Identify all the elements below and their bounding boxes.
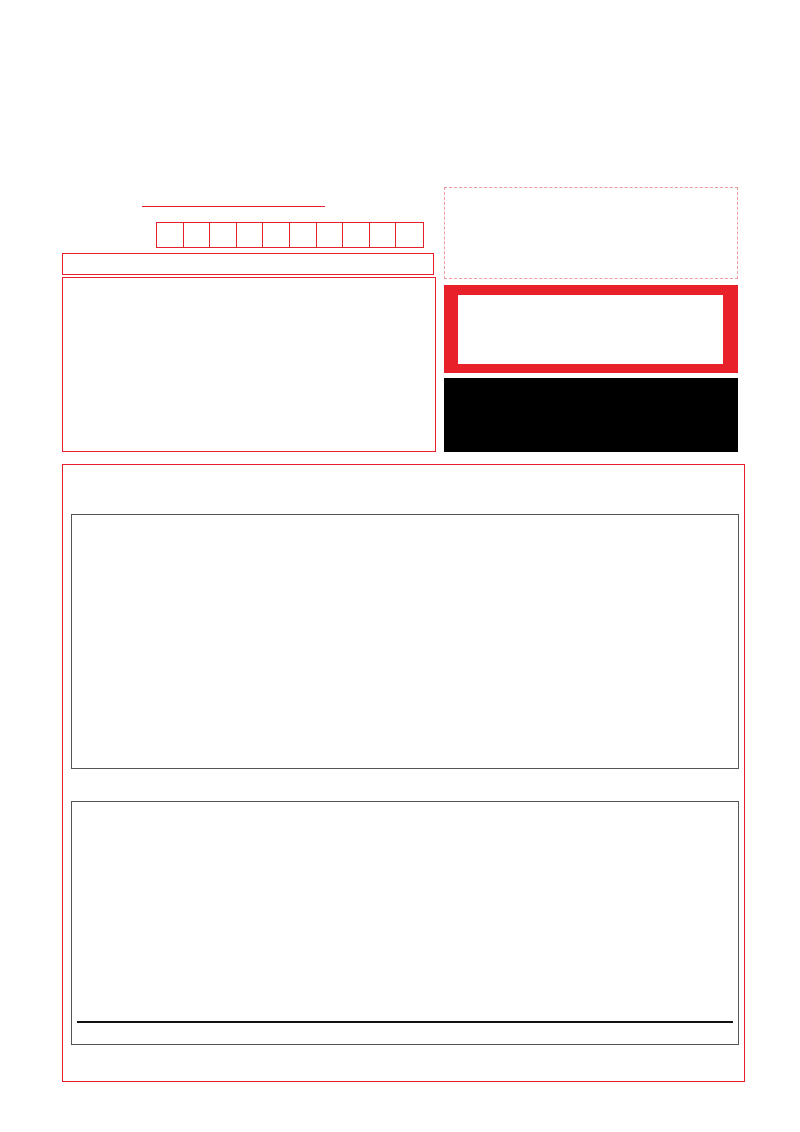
violation-mark-box — [444, 378, 738, 452]
id-digit-cell[interactable] — [157, 223, 184, 247]
id-digit-cell[interactable] — [263, 223, 290, 247]
notice-title — [62, 253, 434, 275]
id-digit-cell[interactable] — [237, 223, 264, 247]
answer-box-29[interactable] — [71, 801, 739, 1045]
notice-body — [62, 277, 436, 452]
id-digit-cell[interactable] — [343, 223, 370, 247]
id-digit-cell[interactable] — [290, 223, 317, 247]
absence-mark-inner — [458, 295, 723, 364]
id-digit-cell[interactable] — [370, 223, 397, 247]
id-digit-cell[interactable] — [210, 223, 237, 247]
answer-bottom-rule — [77, 1021, 733, 1023]
absence-mark-box — [444, 285, 738, 373]
id-digit-cell[interactable] — [317, 223, 344, 247]
choice-grid — [71, 514, 739, 769]
id-digit-cell[interactable] — [184, 223, 211, 247]
id-digit-cell[interactable] — [396, 223, 423, 247]
name-field[interactable] — [142, 206, 325, 207]
exam-id-boxes[interactable] — [156, 222, 424, 248]
barcode-area — [444, 187, 738, 279]
